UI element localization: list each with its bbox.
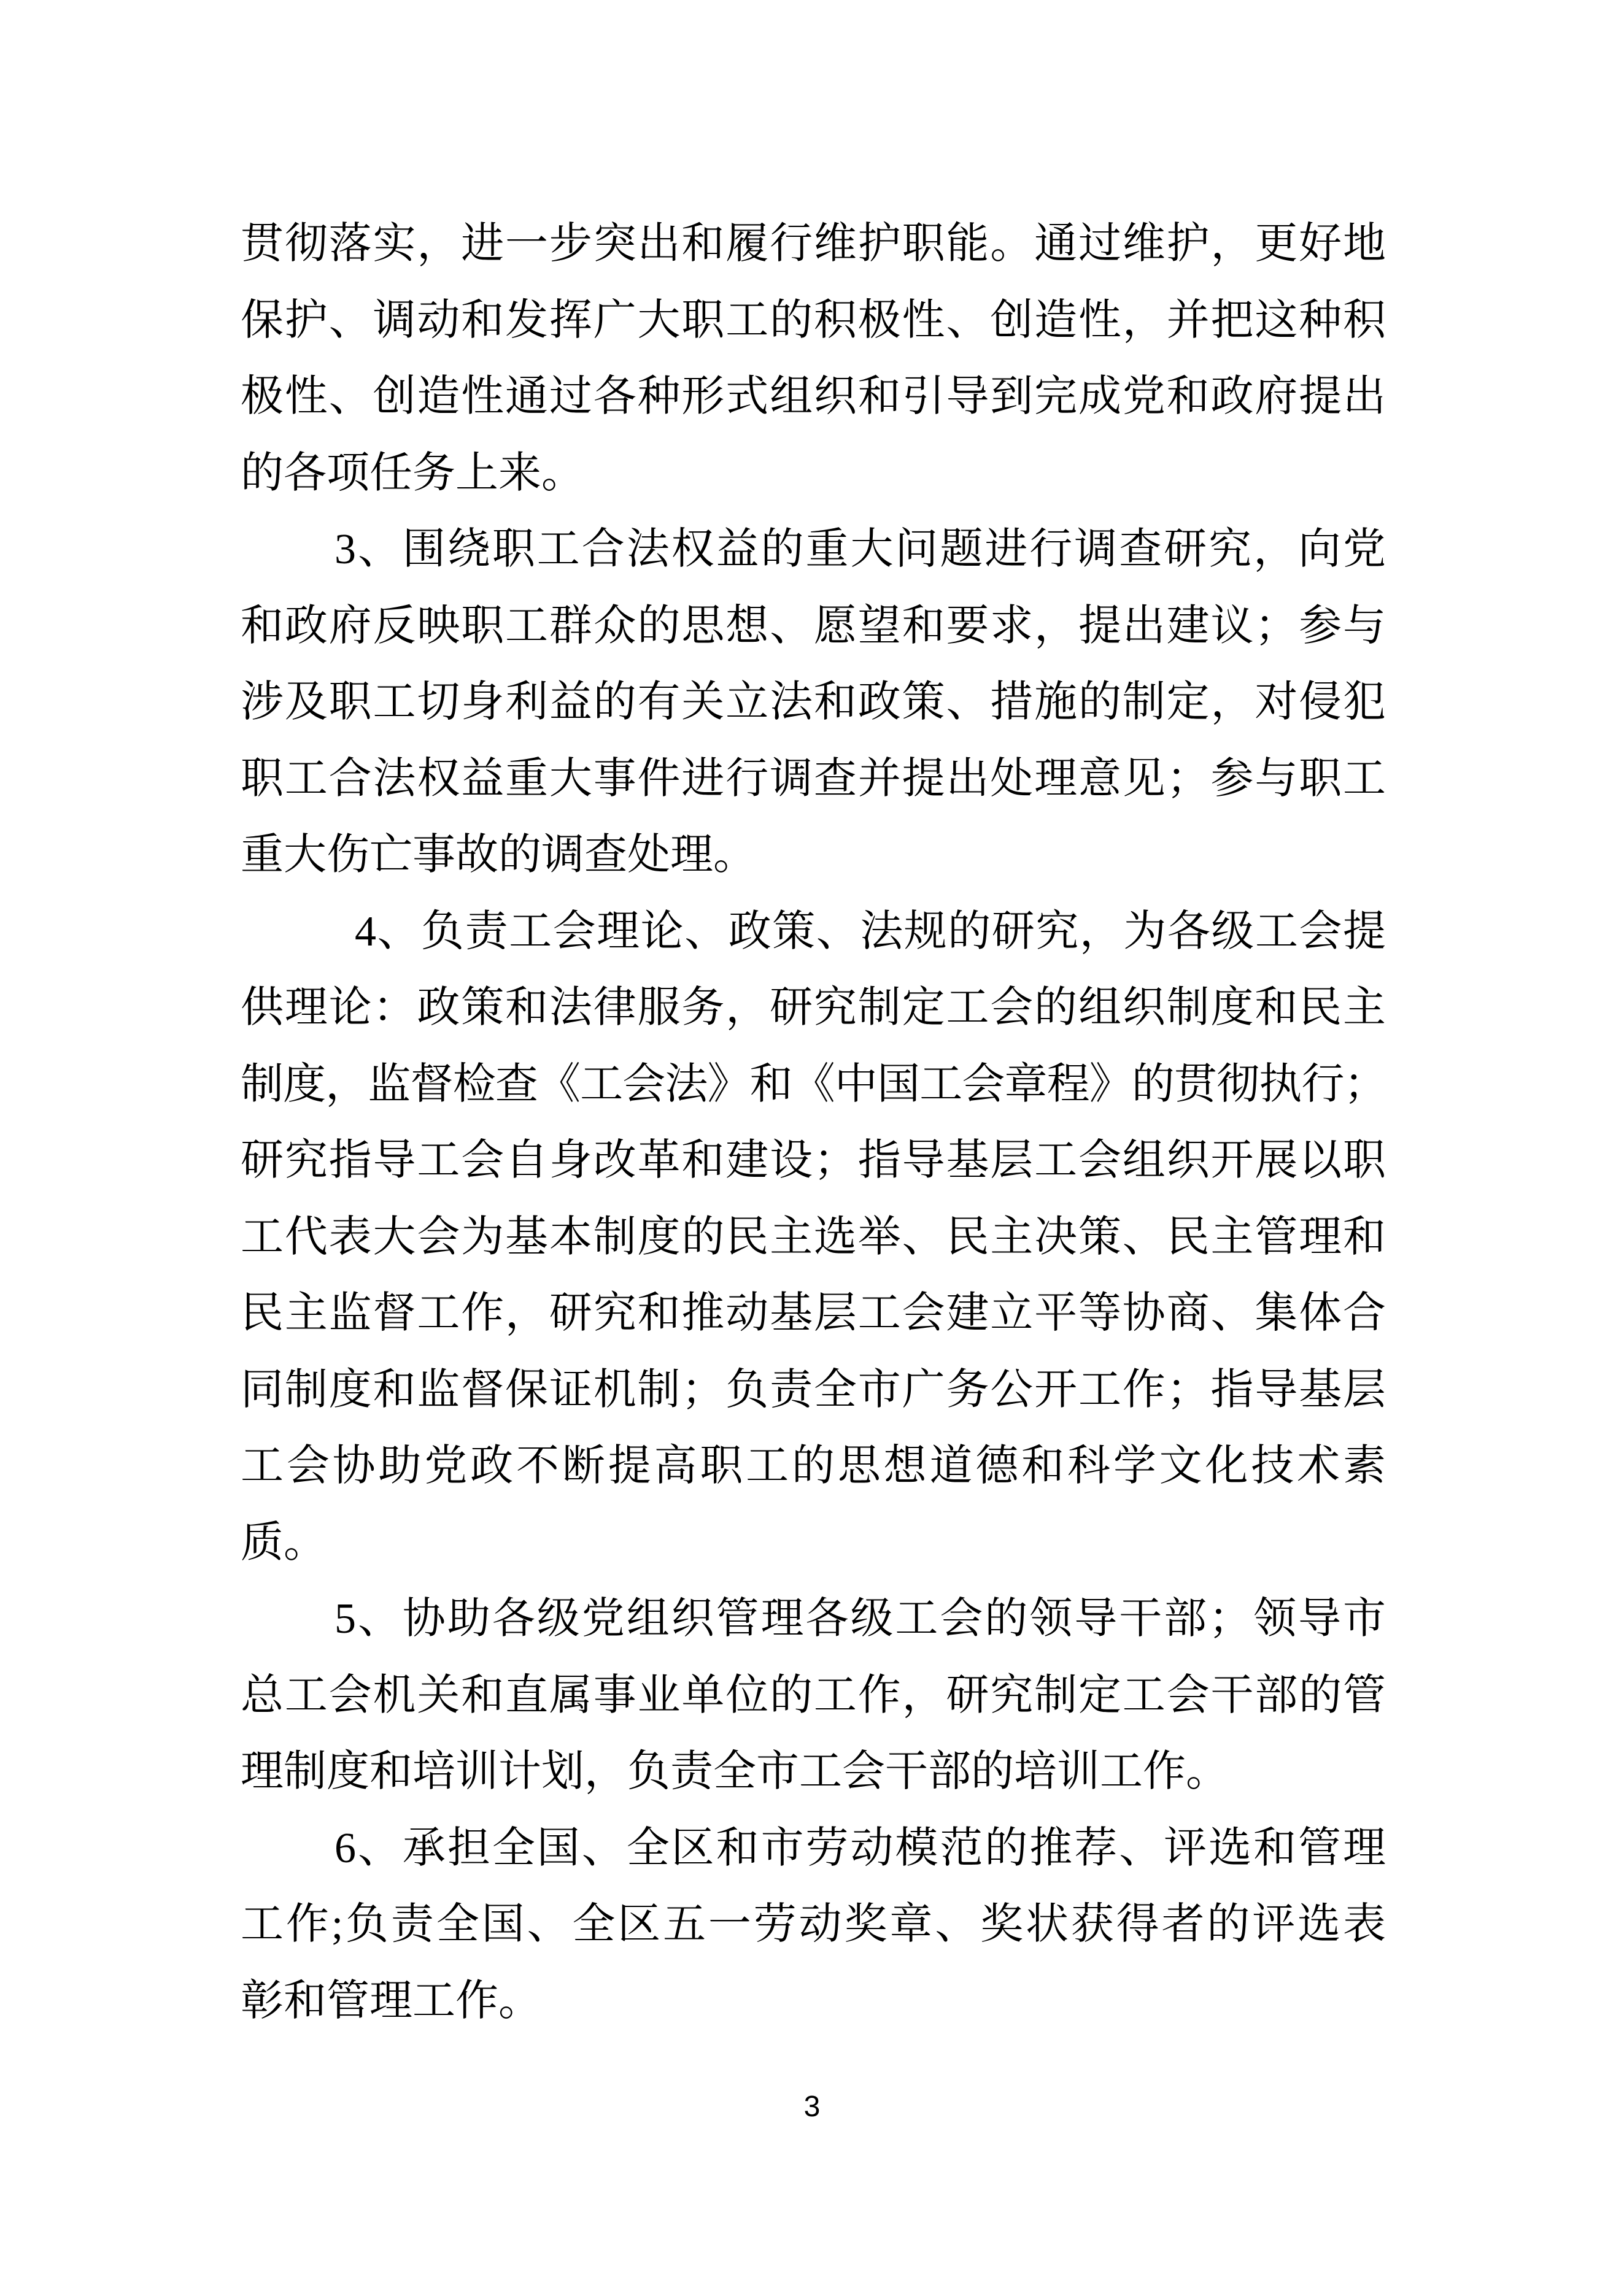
text-line: 职工合法权益重大事件进行调查并提出处理意见；参与职工	[241, 755, 1386, 803]
paragraph-first-line: 5、协助各级党组织管理各级工会的领导干部；领导市	[334, 1595, 1386, 1643]
text-line: 供理论：政策和法律服务，研究制定工会的组织制度和民主	[241, 984, 1386, 1031]
document-body	[241, 206, 1386, 2040]
text-line: 极性、创造性通过各种形式组织和引导到完成党和政府提出	[241, 373, 1386, 420]
text-line: 贯彻落实，进一步突出和履行维护职能。通过维护，更好地	[241, 220, 1386, 268]
text-line: 工作;负责全国、全区五一劳动奖章、奖状获得者的评选表	[241, 1901, 1386, 1948]
paragraph-last-line: 重大伤亡事故的调查处理。	[241, 831, 756, 879]
page-number: 3	[803, 2090, 821, 2123]
text-line: 保护、调动和发挥广大职工的积极性、创造性，并把这种积	[241, 296, 1386, 344]
text-line: 制度，监督检查《工会法》和《中国工会章程》的贯彻执行；	[241, 1060, 1386, 1108]
text-line: 涉及职工切身利益的有关立法和政策、措施的制定，对侵犯	[241, 679, 1386, 726]
paragraph-last-line: 的各项任务上来。	[241, 449, 584, 497]
text-line: 总工会机关和直属事业单位的工作，研究制定工会干部的管	[241, 1671, 1386, 1719]
paragraph-first-line: 6、承担全国、全区和市劳动模范的推荐、评选和管理	[334, 1824, 1386, 1872]
text-line: 研究指导工会自身改革和建设；指导基层工会组织开展以职	[241, 1137, 1386, 1184]
text-line: 民主监督工作，研究和推动基层工会建立平等协商、集体合	[241, 1290, 1386, 1337]
paragraph-last-line: 理制度和培训计划，负责全市工会干部的培训工作。	[241, 1748, 1229, 1795]
text-line: 工代表大会为基本制度的民主选举、民主决策、民主管理和	[241, 1213, 1386, 1261]
text-line: 和政府反映职工群众的思想、愿望和要求，提出建议；参与	[241, 602, 1386, 650]
text-line: 同制度和监督保证机制；负责全市广务公开工作；指导基层	[241, 1366, 1386, 1414]
text-line: 工会协助党政不断提高职工的思想道德和科学文化技术素	[241, 1443, 1386, 1490]
paragraph-last-line: 彰和管理工作。	[241, 1977, 541, 2025]
paragraph-first-line: 3、围绕职工合法权益的重大问题进行调查研究，向党	[334, 526, 1386, 573]
paragraph-first-line: 4、负责工会理论、政策、法规的研究，为各级工会提	[355, 907, 1386, 955]
paragraph-last-line: 质。	[241, 1519, 327, 1566]
